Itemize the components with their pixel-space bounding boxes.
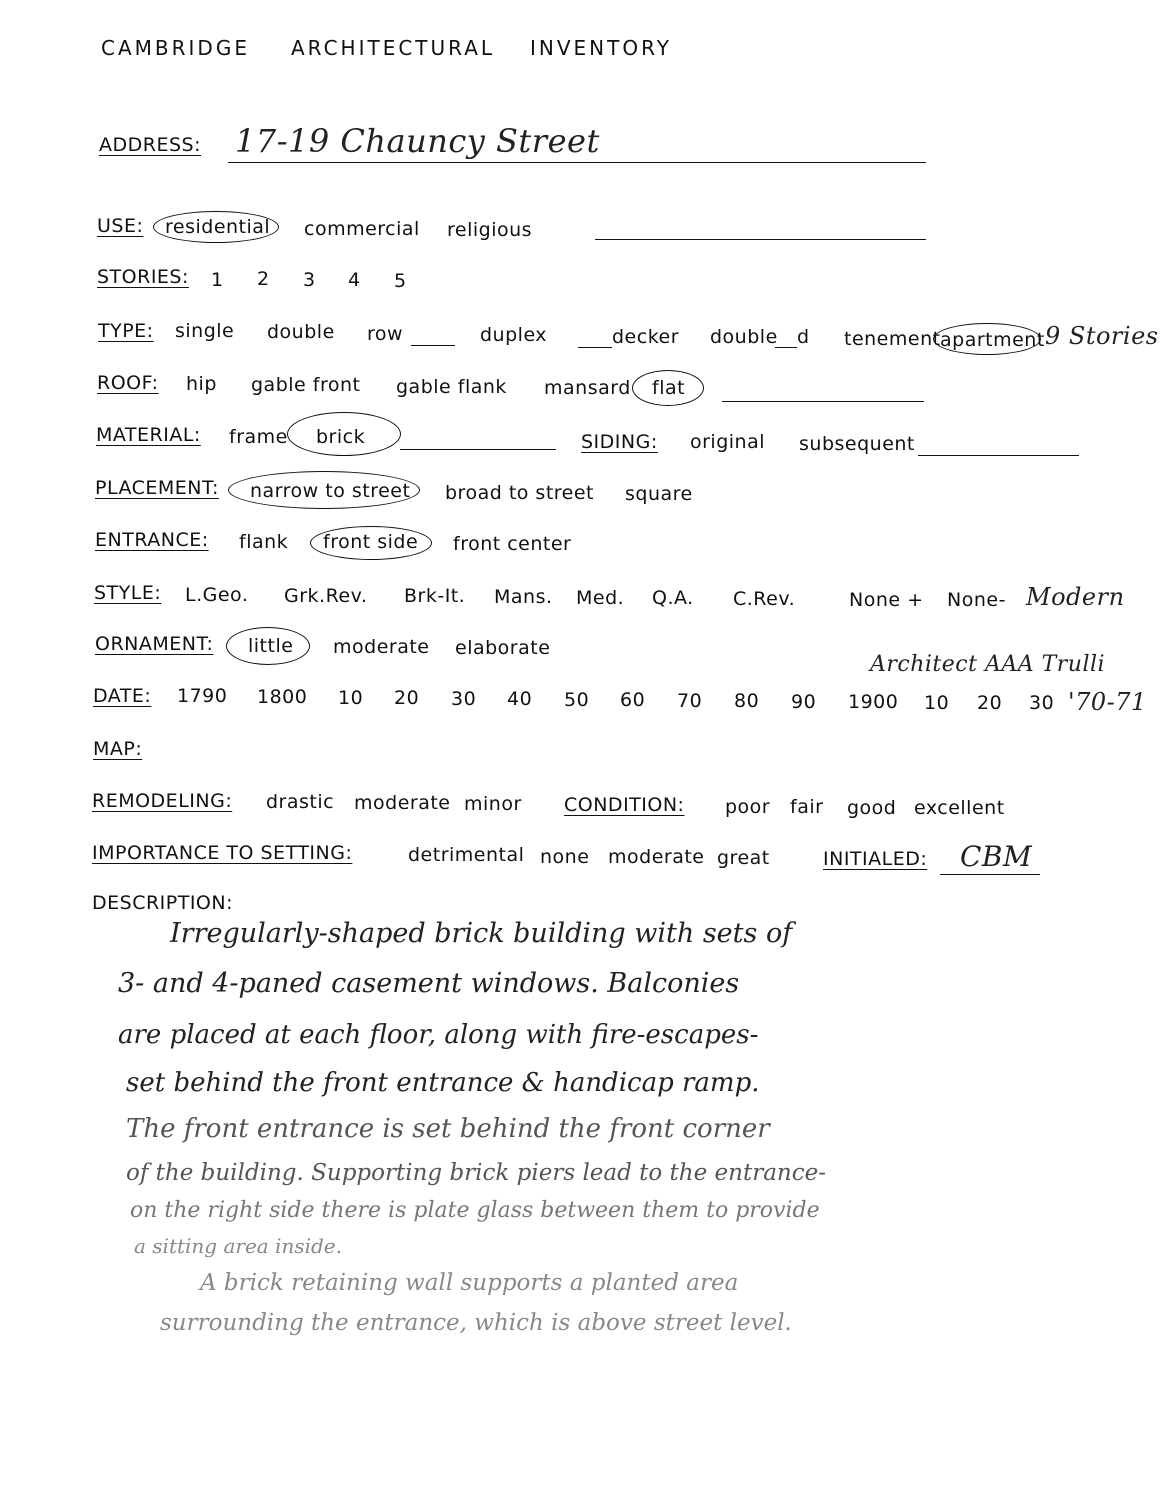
description-line: of the building. Supporting brick piers lead to the entrance-	[126, 1160, 826, 1186]
material-option-frame[interactable]: frame	[229, 426, 288, 448]
siding-option-subsequent[interactable]: subsequent	[799, 433, 915, 455]
initialed-label: INITIALED:	[823, 848, 928, 870]
date-option-90[interactable]: 90	[791, 691, 817, 713]
type-option-tenement[interactable]: tenement	[844, 328, 941, 350]
description-label: DESCRIPTION:	[92, 892, 234, 914]
roof-option-flat[interactable]: flat	[652, 377, 686, 399]
remodeling-label: REMODELING:	[92, 790, 233, 812]
stories-option-3[interactable]: 3	[303, 269, 316, 291]
siding-option-original[interactable]: original	[690, 431, 766, 453]
description-line: A brick retaining wall supports a planted area	[200, 1270, 739, 1296]
type-option-duplex[interactable]: duplex	[480, 324, 548, 346]
date-option-30[interactable]: 30	[451, 688, 477, 710]
roof-label: ROOF:	[97, 372, 159, 394]
date-option-1800[interactable]: 1800	[257, 686, 308, 708]
use-option-residential[interactable]: residential	[165, 216, 271, 238]
style-option-mans[interactable]: Mans.	[494, 586, 553, 608]
date-option-10[interactable]: 10	[338, 687, 364, 709]
date-option-1790[interactable]: 1790	[177, 685, 228, 707]
roof-option-hip[interactable]: hip	[186, 373, 217, 395]
type-option-d[interactable]: d	[797, 326, 810, 348]
description-line: The front entrance is set behind the front corner	[126, 1114, 770, 1144]
date-option-50[interactable]: 50	[564, 689, 590, 711]
importance-option-none[interactable]: none	[540, 846, 590, 868]
remodeling-option-minor[interactable]: minor	[464, 793, 522, 815]
description-line: on the right side there is plate glass between them to provide	[130, 1198, 820, 1223]
description-line: 3- and 4-paned casement windows. Balconies	[118, 968, 740, 999]
header-title-left: CAMBRIDGE	[101, 36, 250, 60]
style-option-brkit[interactable]: Brk-It.	[404, 585, 466, 607]
ornament-label: ORNAMENT:	[95, 633, 214, 655]
style-option-none-minus[interactable]: None-	[947, 589, 1006, 611]
roof-option-gable-flank[interactable]: gable flank	[396, 376, 507, 398]
remodeling-option-drastic[interactable]: drastic	[266, 791, 335, 813]
style-option-crev[interactable]: C.Rev.	[733, 588, 796, 610]
placement-option-square[interactable]: square	[625, 483, 693, 505]
siding-blank	[918, 455, 1079, 456]
type-decker-blank	[578, 347, 612, 348]
style-note: Modern	[1026, 583, 1125, 611]
style-option-med[interactable]: Med.	[576, 587, 625, 609]
use-option-commercial[interactable]: commercial	[304, 218, 420, 240]
address-label: ADDRESS:	[99, 134, 201, 156]
address-line	[228, 162, 926, 163]
entrance-label: ENTRANCE:	[95, 529, 209, 551]
date-option-1930[interactable]: 30	[1029, 692, 1055, 714]
description-line: set behind the front entrance & handicap ramp.	[126, 1068, 760, 1098]
importance-option-moderate[interactable]: moderate	[608, 846, 705, 868]
address-value: 17-19 Chauncy Street	[235, 122, 600, 160]
material-blank	[400, 449, 556, 450]
date-label: DATE:	[93, 685, 152, 707]
entrance-option-front-side[interactable]: front side	[323, 531, 419, 553]
date-option-1900[interactable]: 1900	[848, 691, 899, 713]
type-option-apartment[interactable]: apartment	[940, 329, 1045, 351]
date-option-1910[interactable]: 10	[924, 692, 950, 714]
stories-label: STORIES:	[97, 266, 189, 288]
use-blank	[595, 239, 926, 240]
type-option-decker[interactable]: decker	[612, 326, 680, 348]
style-option-none-plus[interactable]: None +	[849, 589, 924, 611]
style-option-lgeo[interactable]: L.Geo.	[185, 584, 249, 606]
ornament-option-moderate[interactable]: moderate	[333, 636, 430, 658]
type-option-single[interactable]: single	[175, 320, 235, 342]
importance-label: IMPORTANCE TO SETTING:	[92, 842, 353, 864]
stories-option-1[interactable]: 1	[211, 269, 224, 291]
entrance-option-front-center[interactable]: front center	[453, 533, 572, 555]
type-label: TYPE:	[98, 320, 154, 342]
description-line: surrounding the entrance, which is above street level.	[160, 1310, 792, 1336]
style-option-qa[interactable]: Q.A.	[652, 587, 694, 609]
type-row-blank	[411, 345, 455, 346]
stories-option-5[interactable]: 5	[394, 270, 407, 292]
description-line: are placed at each floor, along with fire-escapes-	[118, 1020, 759, 1050]
importance-option-detrimental[interactable]: detrimental	[408, 844, 525, 866]
ornament-option-elaborate[interactable]: elaborate	[455, 637, 551, 659]
type-option-double-d[interactable]: double	[710, 326, 778, 348]
roof-blank	[722, 401, 924, 402]
use-label: USE:	[97, 215, 144, 237]
roof-option-gable-front[interactable]: gable front	[251, 374, 361, 396]
placement-option-narrow[interactable]: narrow to street	[250, 480, 411, 502]
material-label: MATERIAL:	[96, 424, 201, 446]
date-option-80[interactable]: 80	[734, 690, 760, 712]
remodeling-option-moderate[interactable]: moderate	[354, 792, 451, 814]
condition-option-poor[interactable]: poor	[725, 796, 771, 818]
date-note: '70-71	[1068, 688, 1147, 716]
description-line: Irregularly-shaped brick building with sets of	[170, 918, 793, 949]
siding-label: SIDING:	[581, 431, 658, 453]
style-label: STYLE:	[94, 582, 162, 604]
condition-label: CONDITION:	[564, 794, 685, 816]
map-label: MAP:	[93, 738, 143, 760]
placement-option-broad[interactable]: broad to street	[445, 482, 595, 504]
type-option-double[interactable]: double	[267, 321, 335, 343]
date-option-20[interactable]: 20	[394, 687, 420, 709]
type-note: 9 Stories	[1045, 322, 1159, 350]
type-double-d-blank	[775, 347, 797, 348]
stories-option-4[interactable]: 4	[348, 269, 361, 291]
condition-option-fair[interactable]: fair	[790, 796, 824, 818]
condition-option-good[interactable]: good	[847, 797, 897, 819]
type-option-row[interactable]: row	[367, 323, 404, 345]
placement-label: PLACEMENT:	[95, 477, 219, 499]
header-title-right: INVENTORY	[530, 36, 672, 60]
initialed-value: CBM	[960, 840, 1033, 873]
date-option-1920[interactable]: 20	[977, 692, 1003, 714]
date-option-40[interactable]: 40	[507, 688, 533, 710]
ornament-option-little[interactable]: little	[248, 635, 294, 657]
description-line: a sitting area inside.	[134, 1234, 342, 1258]
stories-option-2[interactable]: 2	[257, 268, 270, 290]
date-option-60[interactable]: 60	[620, 689, 646, 711]
architect-note: Architect AAA Trulli	[870, 652, 1106, 677]
roof-option-mansard[interactable]: mansard	[544, 377, 631, 399]
importance-option-great[interactable]: great	[717, 847, 770, 869]
style-option-grkrev[interactable]: Grk.Rev.	[284, 585, 368, 607]
condition-option-excellent[interactable]: excellent	[914, 797, 1005, 819]
entrance-option-flank[interactable]: flank	[239, 531, 289, 553]
material-option-brick[interactable]: brick	[316, 426, 366, 448]
date-option-70[interactable]: 70	[677, 690, 703, 712]
use-option-religious[interactable]: religious	[447, 219, 533, 241]
initialed-line	[940, 874, 1040, 875]
header-title-mid: ARCHITECTURAL	[291, 36, 496, 60]
